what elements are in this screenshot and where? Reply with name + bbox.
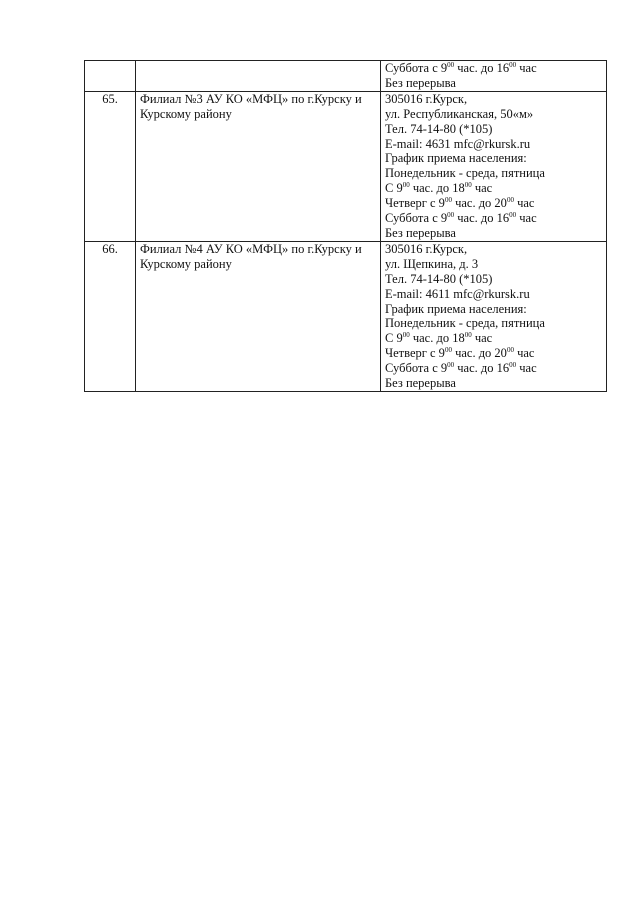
phone-text: Тел. 74-14-80 (*105) bbox=[385, 121, 493, 136]
row-number-cell bbox=[85, 61, 136, 92]
branch-info-cell bbox=[381, 241, 607, 391]
phone-text: Тел. 74-14-80 (*105) bbox=[385, 271, 493, 286]
postal-address: 305016 г.Курск, bbox=[385, 241, 468, 256]
saturday-hours: Суббота с $9^{00}$ час. до $16^{00}$ час bbox=[385, 361, 537, 376]
weekdays-hours: С $9^{00}$ час. до $18^{00}$ час bbox=[385, 181, 493, 196]
saturday-hours: Суббота с $9^{00}$ час. до $16^{00}$ час bbox=[385, 211, 537, 226]
no-break-text: Без перерыва bbox=[385, 75, 456, 90]
branches-table bbox=[84, 60, 607, 392]
branch-name-cell: Филиал №4 АУ КО «МФЦ» по г.Курску и Курскому району bbox=[136, 241, 381, 391]
no-break-text: Без перерыва bbox=[385, 225, 456, 240]
street-address: ул. Щепкина, д. 3 bbox=[385, 256, 479, 271]
schedule-title: График приема населения: bbox=[385, 151, 527, 166]
table-row-66 bbox=[85, 241, 607, 391]
thursday-hours: Четверг с $9^{00}$ час. до $20^{00}$ час bbox=[385, 196, 535, 211]
weekdays-text: Понедельник - среда, пятница bbox=[385, 166, 545, 181]
branch-name-cell bbox=[136, 61, 381, 92]
branch-info-cell bbox=[381, 61, 607, 92]
row-number-cell: 66. bbox=[85, 241, 136, 391]
table-row-continued bbox=[85, 61, 607, 92]
branch-name-cell: Филиал №3 АУ КО «МФЦ» по г.Курску и Курскому району bbox=[136, 91, 381, 241]
thursday-hours: Четверг с $9^{00}$ час. до $20^{00}$ час bbox=[385, 346, 535, 361]
saturday-hours: Суббота с $9^{00}$ час. до $16^{00}$ час bbox=[385, 61, 537, 75]
email-text: E-mail: 4631 mfc@rkursk.ru bbox=[385, 136, 531, 151]
no-break-text: Без перерыва bbox=[385, 376, 456, 391]
street-address: ул. Республиканская, 50«м» bbox=[385, 106, 534, 121]
postal-address: 305016 г.Курск, bbox=[385, 91, 468, 106]
weekdays-text: Понедельник - среда, пятница bbox=[385, 316, 545, 331]
branch-info-cell bbox=[381, 91, 607, 241]
table-row-65 bbox=[85, 91, 607, 241]
schedule-title: График приема населения: bbox=[385, 301, 527, 316]
row-number-cell: 65. bbox=[85, 91, 136, 241]
email-text: E-mail: 4611 mfc@rkursk.ru bbox=[385, 286, 530, 301]
weekdays-hours: С $9^{00}$ час. до $18^{00}$ час bbox=[385, 331, 493, 346]
